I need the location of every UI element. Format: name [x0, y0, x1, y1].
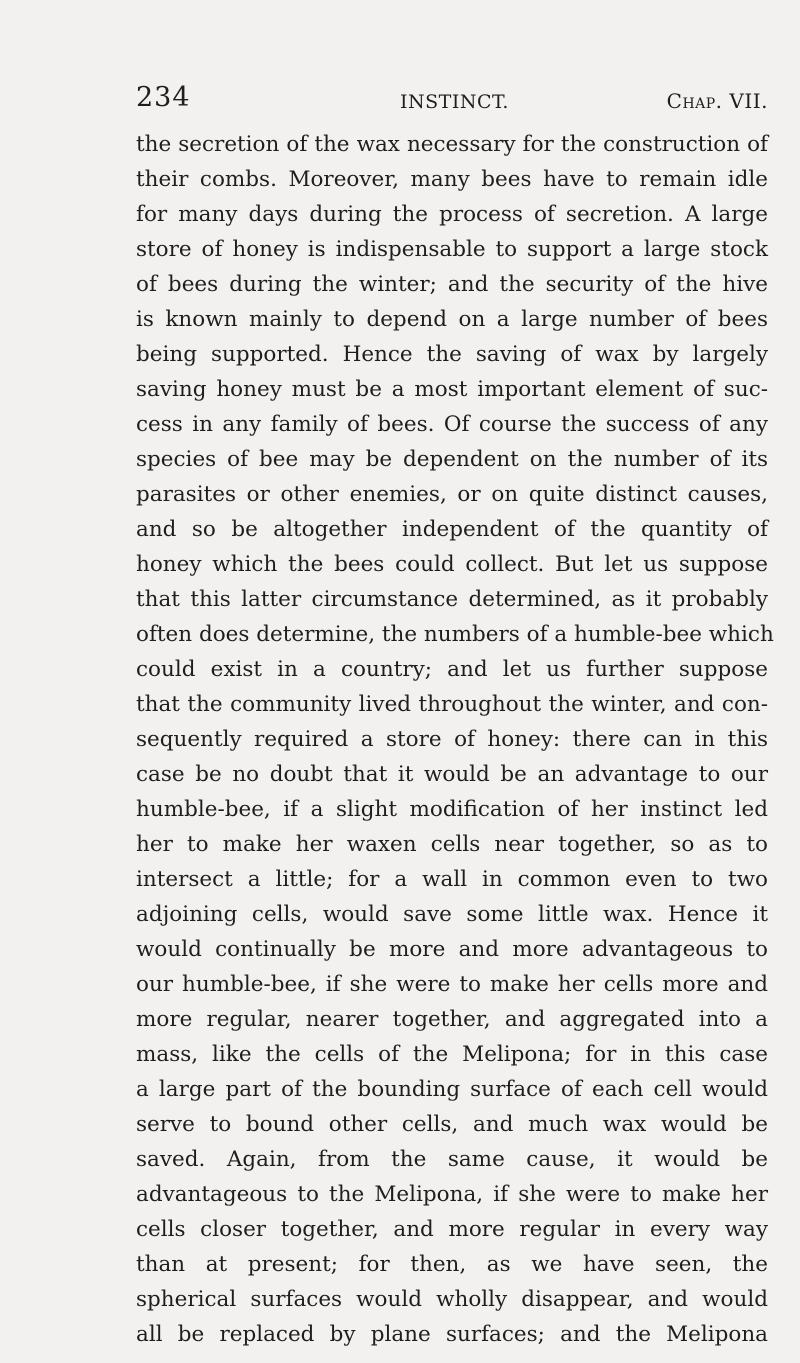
text-line: saving honey must be a most important element of suc-	[136, 377, 768, 402]
body-text	[136, 127, 774, 1352]
text-line: often does determine, the numbers of a humble-bee which	[136, 622, 774, 647]
text-line: that this latter circumstance determined, as it probably	[136, 587, 768, 612]
text-line: species of bee may be dependent on the number of its	[136, 447, 768, 472]
text-line: a large part of the bounding surface of each cell would	[136, 1077, 768, 1102]
text-line: for many days during the process of secretion. A large	[136, 202, 768, 227]
text-line: being supported. Hence the saving of wax by largely	[136, 342, 768, 367]
chapter-label: Chap. VII.	[666, 89, 768, 113]
text-line: and so be altogether independent of the quantity of	[136, 517, 768, 542]
text-line: our humble-bee, if she were to make her cells more and	[136, 972, 768, 997]
text-line: sequently required a store of honey: there can in this	[136, 727, 768, 752]
text-line: cells closer together, and more regular in every way	[136, 1217, 768, 1242]
text-line: than at present; for then, as we have seen, the	[136, 1252, 768, 1277]
text-line: cess in any family of bees. Of course the success of any	[136, 412, 768, 437]
page-number: 234	[136, 82, 191, 113]
text-line: humble-bee, if a slight modification of her instinct led	[136, 797, 768, 822]
text-line: mass, like the cells of the Melipona; for in this case	[136, 1042, 768, 1067]
text-line: store of honey is indispensable to support a large stock	[136, 237, 768, 262]
text-line: parasites or other enemies, or on quite distinct causes,	[136, 482, 768, 507]
text-line: saved. Again, from the same cause, it would be	[136, 1147, 768, 1172]
text-line: their combs. Moreover, many bees have to remain idle	[136, 167, 768, 192]
running-title: INSTINCT.	[400, 91, 509, 113]
text-line: could exist in a country; and let us further suppose	[136, 657, 768, 682]
text-line: all be replaced by plane surfaces; and the Melipona	[136, 1322, 768, 1347]
text-line: intersect a little; for a wall in common even to two	[136, 867, 768, 892]
page-header	[136, 82, 768, 122]
text-line: adjoining cells, would save some little wax. Hence it	[136, 902, 768, 927]
text-line: more regular, nearer together, and aggregated into a	[136, 1007, 768, 1032]
text-line: is known mainly to depend on a large number of bees	[136, 307, 768, 332]
text-line: would continually be more and more advantageous to	[136, 937, 768, 962]
text-line: advantageous to the Melipona, if she were to make her	[136, 1182, 768, 1207]
text-line: the secretion of the wax necessary for the construction of	[136, 132, 768, 157]
text-line: case be no doubt that it would be an advantage to our	[136, 762, 768, 787]
text-line: that the community lived throughout the winter, and con-	[136, 692, 768, 717]
text-line: spherical surfaces would wholly disappear, and would	[136, 1287, 768, 1312]
text-line: of bees during the winter; and the security of the hive	[136, 272, 768, 297]
text-line: serve to bound other cells, and much wax would be	[136, 1112, 768, 1137]
text-line: her to make her waxen cells near together, so as to	[136, 832, 768, 857]
text-line: honey which the bees could collect. But let us suppose	[136, 552, 768, 577]
